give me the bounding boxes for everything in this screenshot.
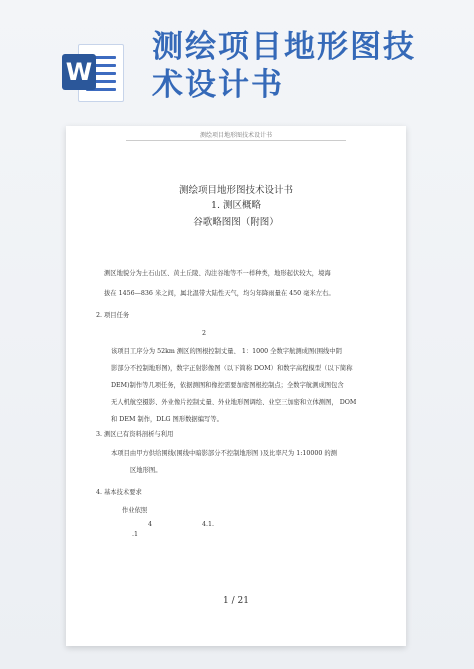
- numbering-c: .1: [132, 531, 139, 538]
- para2-line1: 该项目工序分为 52km 测区的图根控制丈量、 1：1000 全数字航测成图(围线中阴: [111, 348, 342, 355]
- document-title: [152, 28, 452, 104]
- para1-line2: 拔在 1456—836 米之间，属北温带大陆性天气，均匀年降雨量在 450 毫米左右。: [104, 290, 335, 297]
- word-badge: W: [62, 54, 96, 90]
- document-page[interactable]: [66, 126, 406, 646]
- para1-line1: 测区地貌分为土石山区、黄土丘陵、沟注谷地等不一样种类，地形起伏较大，境海: [104, 270, 331, 277]
- para2-line2: 影部分不控制地形图)，数字正射影像图（以下简称 DOM）和数字高程模型（以下简称: [111, 365, 353, 372]
- document-banner: [0, 0, 474, 120]
- page-number: 1 / 21: [223, 596, 249, 606]
- para2-line3: DEM)制作等几项任务，依据测图和像控需要加密图根控制点；全数字航测成图包含: [111, 382, 344, 389]
- document-title-line2: 术设计书: [152, 67, 284, 103]
- item-heading: 作业依照: [122, 507, 148, 514]
- page-header: 测绘项目地形图技术设计书: [199, 132, 272, 139]
- page-title: 测绘项目地形图技术设计书: [178, 185, 293, 196]
- para3-line1: 本项目由甲方供给围线(围线中暗影部分不控制地形图 )及比率尺为 1:10000 的测: [111, 450, 337, 457]
- figure-number: 2: [202, 330, 207, 337]
- para2-line5: 和 DEM 制作，DLG 图形数据编写等。: [111, 416, 223, 423]
- word-document-icon: [62, 40, 126, 104]
- para3-line2: 区地形图。: [130, 467, 162, 474]
- section-4-heading: 4. 基本技术要求: [96, 489, 142, 496]
- section-1-heading: 1. 测区概略: [210, 200, 262, 211]
- section-2-heading: 2. 项目任务: [96, 312, 130, 319]
- numbering-a: 4: [148, 521, 153, 528]
- figure-caption: 谷歌略图图（附图）: [193, 217, 279, 228]
- document-title-line1: 测绘项目地形图技: [152, 29, 416, 65]
- header-rule: [126, 140, 346, 141]
- numbering-b: 4.1.: [202, 521, 215, 528]
- section-3-heading: 3. 测区已有资料剖析与利用: [96, 431, 174, 438]
- para2-line4: 无人机航空摄影、外业像片控制丈量、外业地形图调绘、业空三加密和立体测图， DOM: [111, 399, 357, 406]
